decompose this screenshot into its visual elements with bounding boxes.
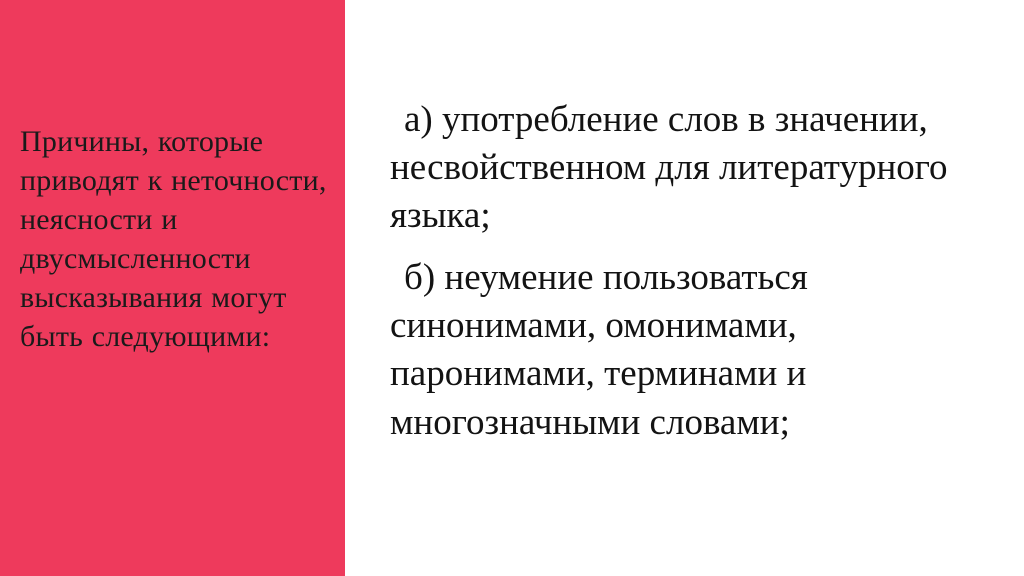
body-paragraph-b: б) неумение пользоваться синонимами, омонимами, паронимами, терминами и многозначными словами;: [390, 257, 808, 443]
body-paragraph-a: а) употребление слов в значении, несвойственном для литературного языка;: [390, 99, 948, 237]
left-accent-panel: [0, 0, 345, 576]
slide-title: Причины, которые приводят к неточности, неясности и двусмысленности высказывания могут быть следующими:: [20, 125, 327, 353]
slide-body: [390, 96, 975, 447]
